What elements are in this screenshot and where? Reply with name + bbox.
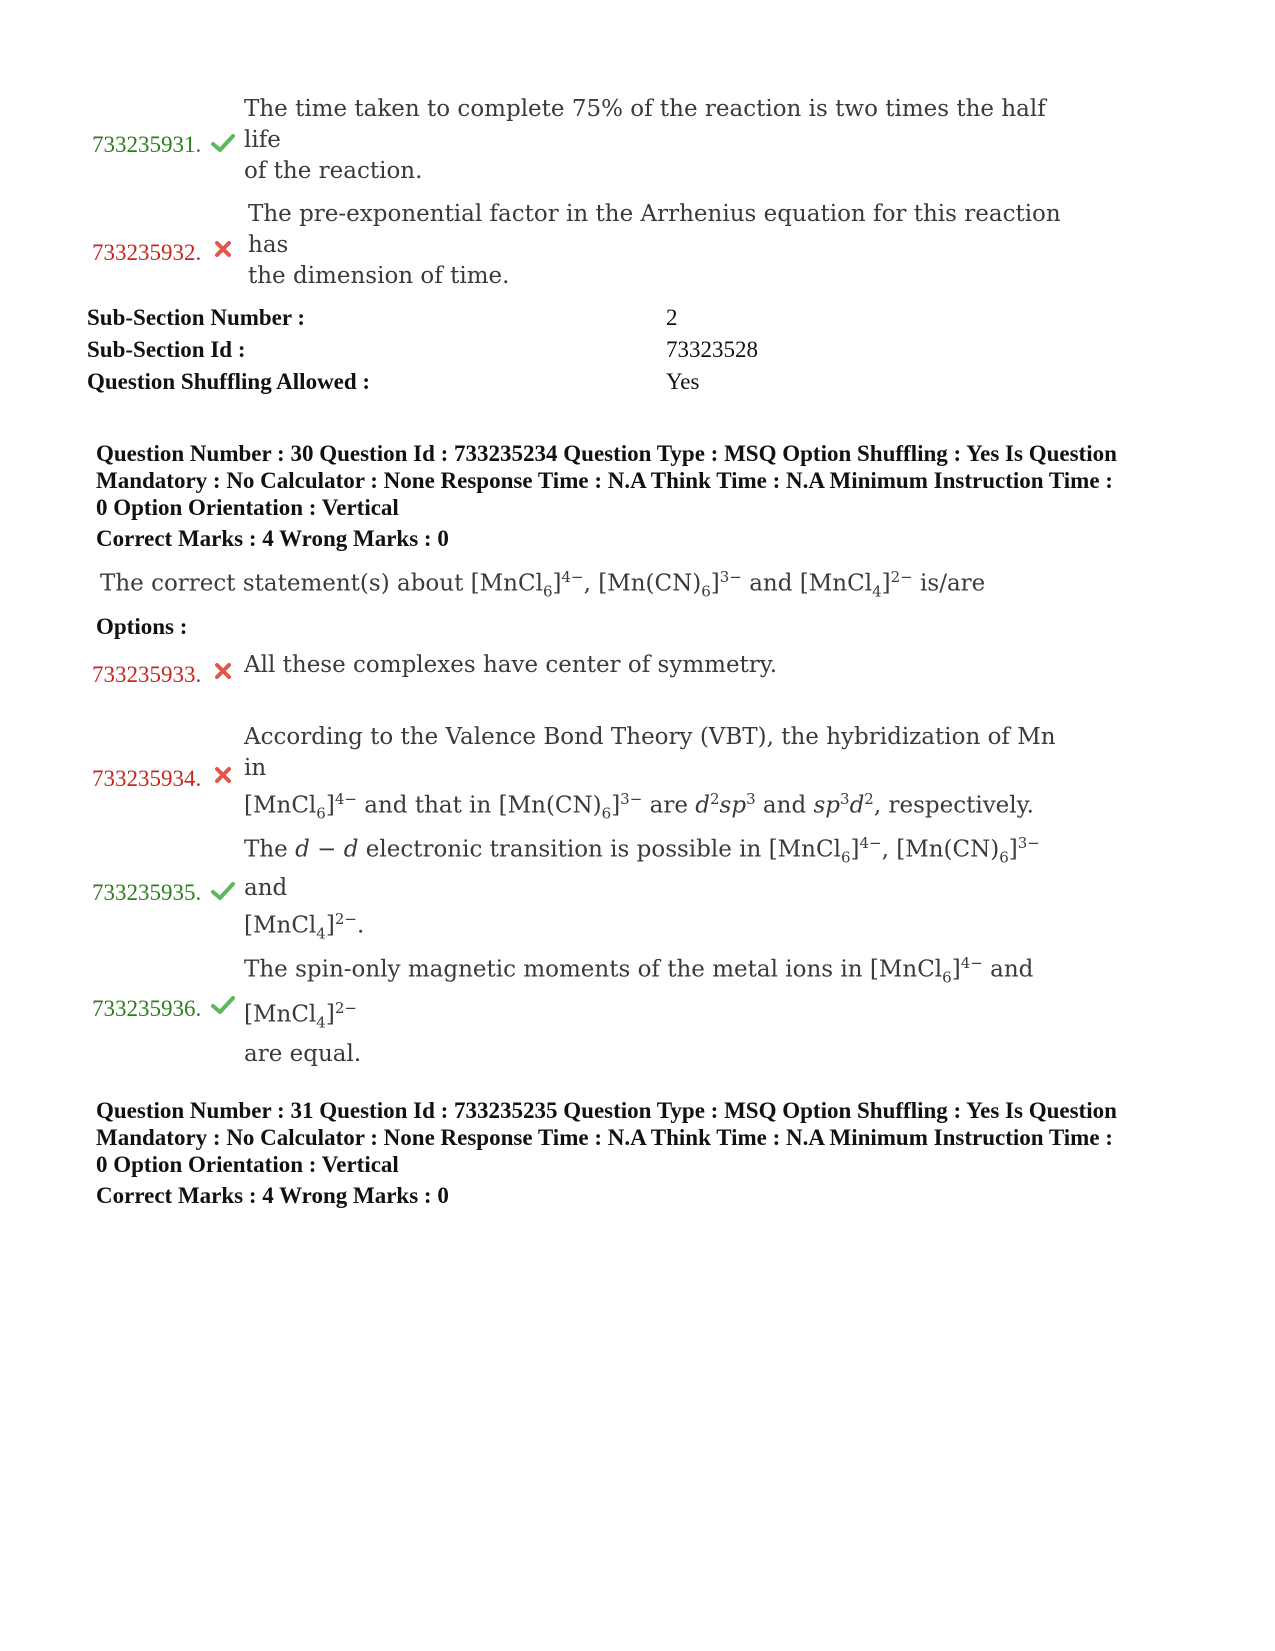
question-30-header: Question Number : 30 Question Id : 733235234 Question Type : MSQ Option Shuffling : Yes Is Question Mandatory : No Calculator : None Response Time : N.A Think Time : N.A Minimum Instruction Time : 0 Option Orientation : Vertical xyxy=(96,441,1117,520)
subsection-number-value: 2 xyxy=(666,305,678,330)
question-shuffling-label: Question Shuffling Allowed : xyxy=(87,369,371,394)
cross-icon xyxy=(210,660,236,682)
check-icon xyxy=(210,132,236,154)
option-id: 733235936. xyxy=(92,996,202,1021)
option-733235931 xyxy=(0,92,1275,184)
option-733235932 xyxy=(0,196,1275,289)
subsection-number-label: Sub-Section Number : xyxy=(87,305,306,330)
option-id: 733235931. xyxy=(92,132,202,157)
cross-icon xyxy=(210,764,236,786)
question-shuffling-row xyxy=(87,369,1087,403)
option-id: 733235932. xyxy=(92,240,202,265)
option-text: According to the Valence Bond Theory (VBT), the hybridization of Mn in [MnCl$_6$]$^{4-}$ and that in $[Mn(CN)_6]^{3-}$ are $d^2sp^3$ and $sp^3d^2$, respectively. xyxy=(244,724,1056,823)
option-text: The spin-only magnetic moments of the metal ions in [MnCl$_6$]$^{4-}$ and [MnCl$_4$]$^{2-}$ are equal. xyxy=(244,954,1034,1067)
cross-icon xyxy=(210,238,236,260)
subsection-id-label: Sub-Section Id : xyxy=(87,337,246,362)
options-label: Options : xyxy=(96,614,188,639)
question-shuffling-value: Yes xyxy=(666,369,700,394)
option-text: All these complexes have center of symmetry. xyxy=(244,652,778,678)
question-31-header: Question Number : 31 Question Id : 733235235 Question Type : MSQ Option Shuffling : Yes Is Question Mandatory : No Calculator : None Response Time : N.A Think Time : N.A Minimum Instruction Time : 0 Option Orientation : Vertical xyxy=(96,1098,1117,1177)
subsection-id-value: 73323528 xyxy=(666,337,758,362)
option-733235936 xyxy=(0,948,1275,1067)
check-icon xyxy=(210,880,236,902)
option-733235933 xyxy=(0,650,1275,694)
check-icon xyxy=(210,994,236,1016)
option-text: The d − d electronic transition is possible in [MnCl$_6$]$^{4-}$, $[Mn(CN)_6]^{3-}$ and [MnCl$_4$]$^{2-}$. xyxy=(244,834,1040,943)
option-id: 733235934. xyxy=(92,766,202,791)
option-id: 733235933. xyxy=(92,662,202,687)
question-31-marks: Correct Marks : 4 Wrong Marks : 0 xyxy=(96,1183,449,1208)
option-733235935 xyxy=(0,828,1275,943)
question-30-marks: Correct Marks : 4 Wrong Marks : 0 xyxy=(96,526,449,551)
question-30-stem: The correct statement(s) about [MnCl$_6$]$^{4-}$, $[Mn(CN)_6]^{3-}$ and [MnCl$_4$]$^{2-}$ is/are xyxy=(100,568,986,601)
option-text: The time taken to complete 75% of the reaction is two times the half life of the reaction. xyxy=(244,96,1046,184)
subsection-number-row xyxy=(87,305,1087,339)
option-text: The pre-exponential factor in the Arrhenius equation for this reaction has the dimension of time. xyxy=(248,201,1061,289)
option-id: 733235935. xyxy=(92,880,202,905)
subsection-id-row xyxy=(87,337,1087,371)
option-733235934 xyxy=(0,722,1275,823)
